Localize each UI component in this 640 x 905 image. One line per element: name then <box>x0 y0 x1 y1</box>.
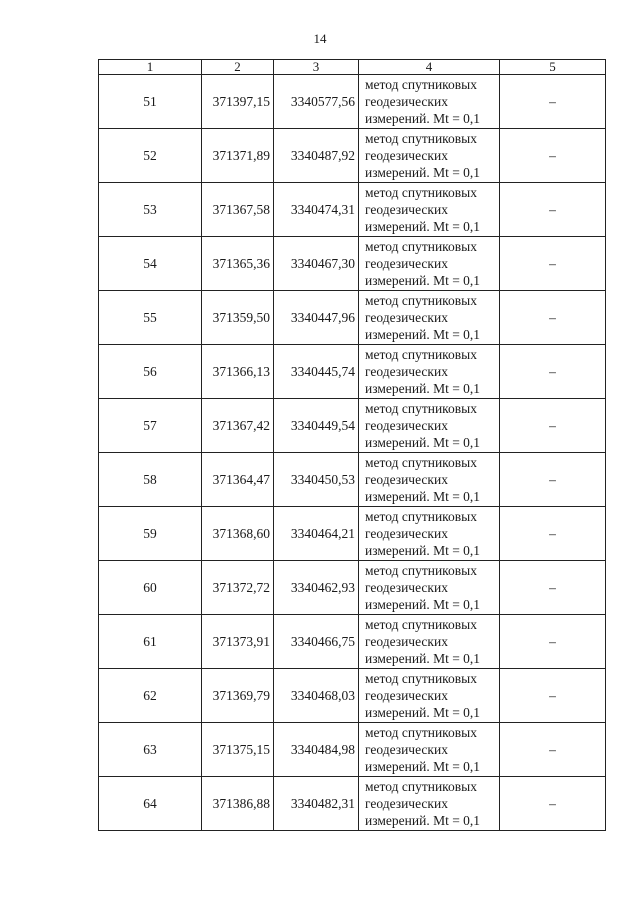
point-number-cell: 55 <box>99 291 202 345</box>
table-row <box>99 345 606 399</box>
table-row <box>99 237 606 291</box>
method-cell: метод спутниковых геодезических измерений. Mt = 0,1 <box>359 75 500 129</box>
table-row <box>99 129 606 183</box>
method-cell: метод спутниковых геодезических измерений. Mt = 0,1 <box>359 453 500 507</box>
note-cell: – <box>500 561 606 615</box>
point-number-cell: 62 <box>99 669 202 723</box>
point-number-cell: 56 <box>99 345 202 399</box>
method-cell: метод спутниковых геодезических измерений. Mt = 0,1 <box>359 777 500 831</box>
table-row <box>99 453 606 507</box>
x-coordinate-cell: 371369,79 <box>202 669 274 723</box>
x-coordinate-cell: 371372,72 <box>202 561 274 615</box>
point-number-cell: 52 <box>99 129 202 183</box>
note-cell: – <box>500 75 606 129</box>
x-coordinate-cell: 371367,58 <box>202 183 274 237</box>
note-cell: – <box>500 507 606 561</box>
method-cell: метод спутниковых геодезических измерений. Mt = 0,1 <box>359 507 500 561</box>
x-coordinate-cell: 371366,13 <box>202 345 274 399</box>
table-row <box>99 669 606 723</box>
point-number-cell: 58 <box>99 453 202 507</box>
y-coordinate-cell: 3340464,21 <box>274 507 359 561</box>
note-cell: – <box>500 615 606 669</box>
x-coordinate-cell: 371364,47 <box>202 453 274 507</box>
y-coordinate-cell: 3340577,56 <box>274 75 359 129</box>
y-coordinate-cell: 3340484,98 <box>274 723 359 777</box>
method-cell: метод спутниковых геодезических измерений. Mt = 0,1 <box>359 561 500 615</box>
header-col-1: 1 <box>99 60 202 75</box>
table-row <box>99 291 606 345</box>
method-cell: метод спутниковых геодезических измерений. Mt = 0,1 <box>359 669 500 723</box>
note-cell: – <box>500 237 606 291</box>
point-number-cell: 63 <box>99 723 202 777</box>
method-cell: метод спутниковых геодезических измерений. Mt = 0,1 <box>359 291 500 345</box>
x-coordinate-cell: 371386,88 <box>202 777 274 831</box>
x-coordinate-cell: 371359,50 <box>202 291 274 345</box>
table-row <box>99 777 606 831</box>
y-coordinate-cell: 3340467,30 <box>274 237 359 291</box>
point-number-cell: 57 <box>99 399 202 453</box>
header-col-4: 4 <box>359 60 500 75</box>
point-number-cell: 64 <box>99 777 202 831</box>
note-cell: – <box>500 291 606 345</box>
y-coordinate-cell: 3340445,74 <box>274 345 359 399</box>
method-cell: метод спутниковых геодезических измерений. Mt = 0,1 <box>359 183 500 237</box>
method-cell: метод спутниковых геодезических измерений. Mt = 0,1 <box>359 345 500 399</box>
method-cell: метод спутниковых геодезических измерений. Mt = 0,1 <box>359 615 500 669</box>
table-row <box>99 723 606 777</box>
note-cell: – <box>500 723 606 777</box>
table-body <box>99 75 606 831</box>
x-coordinate-cell: 371397,15 <box>202 75 274 129</box>
note-cell: – <box>500 669 606 723</box>
point-number-cell: 53 <box>99 183 202 237</box>
y-coordinate-cell: 3340468,03 <box>274 669 359 723</box>
header-col-3: 3 <box>274 60 359 75</box>
table-row <box>99 75 606 129</box>
note-cell: – <box>500 399 606 453</box>
point-number-cell: 54 <box>99 237 202 291</box>
method-cell: метод спутниковых геодезических измерений. Mt = 0,1 <box>359 723 500 777</box>
note-cell: – <box>500 129 606 183</box>
x-coordinate-cell: 371373,91 <box>202 615 274 669</box>
point-number-cell: 51 <box>99 75 202 129</box>
y-coordinate-cell: 3340450,53 <box>274 453 359 507</box>
table-header-row <box>99 60 606 75</box>
x-coordinate-cell: 371368,60 <box>202 507 274 561</box>
coordinates-table <box>98 59 606 831</box>
point-number-cell: 60 <box>99 561 202 615</box>
method-cell: метод спутниковых геодезических измерений. Mt = 0,1 <box>359 129 500 183</box>
page-number: 14 <box>313 31 327 46</box>
y-coordinate-cell: 3340474,31 <box>274 183 359 237</box>
table-row <box>99 561 606 615</box>
note-cell: – <box>500 777 606 831</box>
point-number-cell: 61 <box>99 615 202 669</box>
y-coordinate-cell: 3340482,31 <box>274 777 359 831</box>
y-coordinate-cell: 3340462,93 <box>274 561 359 615</box>
y-coordinate-cell: 3340447,96 <box>274 291 359 345</box>
method-cell: метод спутниковых геодезических измерений. Mt = 0,1 <box>359 399 500 453</box>
x-coordinate-cell: 371375,15 <box>202 723 274 777</box>
table-row <box>99 507 606 561</box>
x-coordinate-cell: 371371,89 <box>202 129 274 183</box>
table-row <box>99 399 606 453</box>
header-col-5: 5 <box>500 60 606 75</box>
table-row <box>99 615 606 669</box>
note-cell: – <box>500 453 606 507</box>
method-cell: метод спутниковых геодезических измерений. Mt = 0,1 <box>359 237 500 291</box>
header-col-2: 2 <box>202 60 274 75</box>
note-cell: – <box>500 345 606 399</box>
y-coordinate-cell: 3340466,75 <box>274 615 359 669</box>
table-row <box>99 183 606 237</box>
y-coordinate-cell: 3340487,92 <box>274 129 359 183</box>
x-coordinate-cell: 371367,42 <box>202 399 274 453</box>
point-number-cell: 59 <box>99 507 202 561</box>
note-cell: – <box>500 183 606 237</box>
y-coordinate-cell: 3340449,54 <box>274 399 359 453</box>
x-coordinate-cell: 371365,36 <box>202 237 274 291</box>
